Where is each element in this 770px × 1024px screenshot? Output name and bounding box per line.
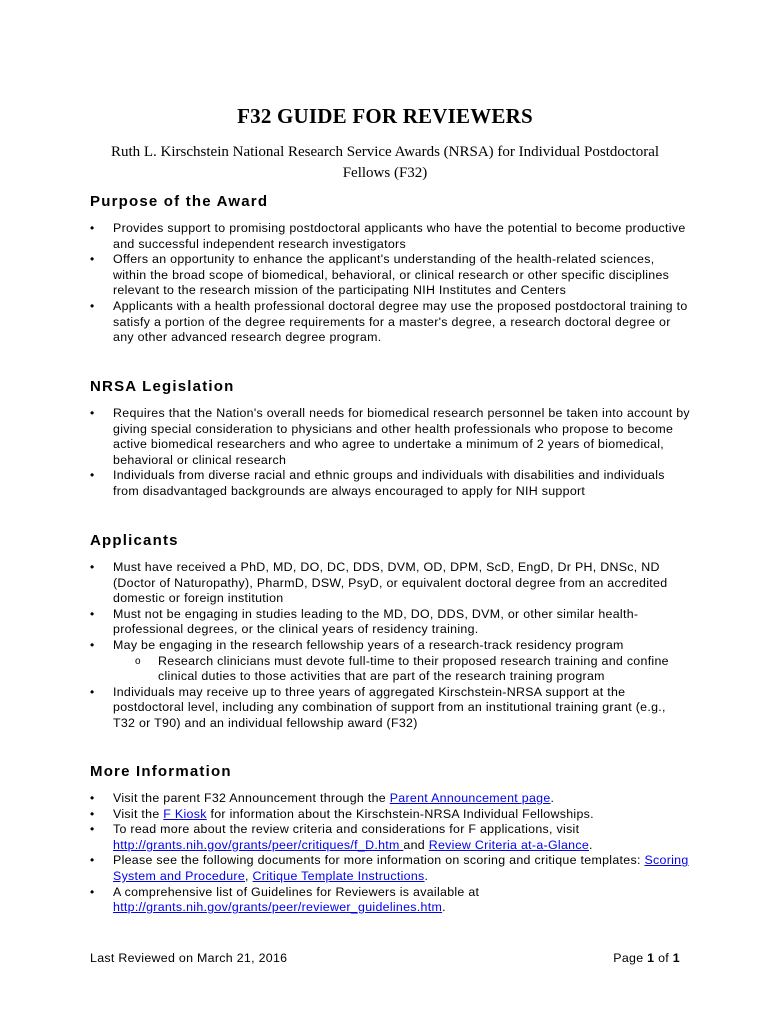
list-item: • Provides support to promising postdoctoral applicants who have the potential to become productive and successful independent research investigators [90, 221, 690, 252]
list-item: • Offers an opportunity to enhance the applicant's understanding of the health-related sciences, within the broad scope of biomedical, behavioral, or clinical research or other specific disciplines relevant to the research mission of the participating NIH Institutes and Centers [90, 252, 690, 299]
section-applicants [90, 531, 690, 732]
critique-template-link[interactable]: Critique Template Instructions [252, 868, 425, 883]
item-text: for information about the Kirschstein-NRSA Individual Fellowships. [206, 806, 594, 821]
item-text: Please see the following documents for more information on scoring and critique templates: [113, 853, 645, 868]
item-text: and [403, 837, 429, 852]
scoring-system-link[interactable]: Scoring System and Procedure [113, 853, 689, 883]
list-item: • Individuals from diverse racial and ethnic groups and individuals with disabilities and individuals from disadvantaged backgrounds are always encouraged to apply for NIH support [90, 468, 690, 499]
parent-announcement-link[interactable]: Parent Announcement page [389, 791, 551, 805]
list-item: • Individuals may receive up to three years of aggregated Kirschstein-NRSA support at the postdoctoral level, including any combination of support from an institutional training grant (e.g., T32 or T90) and an individual fellowship award (F32) [90, 685, 690, 732]
more-information-list [90, 791, 690, 916]
list-item [90, 822, 690, 853]
list-item [90, 807, 690, 823]
legislation-list [90, 406, 690, 500]
list-item: • Requires that the Nation's overall needs for biomedical research personnel be taken into account by giving special consideration to physicians and other health professionals who propose to become active biomedical researchers and who agree to undertake a minimum of 2 years of biomedical, behavioral or clinical research [90, 406, 690, 468]
item-text: . [550, 791, 555, 805]
item-text: . [589, 837, 593, 852]
of-label: of [654, 951, 673, 965]
section-heading-more-information: More Information [90, 763, 232, 780]
page-label: Page [613, 951, 648, 965]
review-criteria-link[interactable]: Review Criteria at-a-Glance [428, 837, 590, 852]
list-item [90, 638, 690, 685]
list-item [90, 791, 690, 807]
item-text: , [245, 868, 253, 883]
item-text: . [424, 868, 429, 883]
list-item [90, 885, 690, 916]
item-text: . [442, 900, 446, 915]
section-purpose [90, 192, 690, 346]
section-heading-purpose: Purpose of the Award [90, 193, 269, 210]
list-item [90, 853, 690, 884]
page-number [613, 951, 680, 965]
section-legislation [90, 377, 690, 500]
item-text: A comprehensive list of Guidelines for Reviewers is available at [113, 884, 480, 899]
document-title: F32 GUIDE FOR REVIEWERS [237, 104, 533, 128]
section-heading-applicants: Applicants [90, 532, 179, 549]
critiques-url-link[interactable]: http://grants.nih.gov/grants/peer/critiques/f_D.htm [113, 837, 404, 852]
total-pages: 1 [672, 951, 680, 965]
last-reviewed-date: Last Reviewed on March 21, 2016 [90, 951, 288, 965]
list-item: • Must have received a PhD, MD, DO, DC, DDS, DVM, OD, DPM, ScD, EngD, Dr PH, DNSc, ND (Doctor of Naturopathy), PharmD, DSW, PsyD, or equivalent doctoral degree from an accredited domestic or foreign institution [90, 560, 690, 607]
document-subtitle: Ruth L. Kirschstein National Research Service Awards (NRSA) for Individual Postdoctoral Fellows (F32) [110, 144, 660, 181]
applicants-list [90, 560, 690, 732]
item-text: To read more about the review criteria and considerations for F applications, visit [113, 822, 580, 837]
section-more-information [90, 762, 690, 916]
item-text: Visit the parent F32 Announcement through the [113, 791, 390, 805]
section-heading-legislation: NRSA Legislation [90, 378, 235, 395]
current-page: 1 [647, 951, 655, 965]
f-kiosk-link[interactable]: F Kiosk [163, 806, 207, 821]
purpose-list [90, 221, 690, 346]
list-item-text: May be engaging in the research fellowship years of a research-track residency program [113, 637, 624, 652]
list-item: • Applicants with a health professional doctoral degree may use the proposed postdoctoral training to satisfy a portion of the degree requirements for a master's degree, a research doctoral degree or any other advanced research degree program. [90, 299, 690, 346]
list-item: • Must not be engaging in studies leading to the MD, DO, DDS, DVM, or other similar health-professional degrees, or the clinical years of residency training. [90, 607, 690, 638]
item-text: Visit the [113, 806, 164, 821]
sub-list-item: o Research clinicians must devote full-time to their proposed research training and confine clinical duties to those activities that are part of the research training program [113, 654, 690, 685]
reviewer-guidelines-link[interactable]: http://grants.nih.gov/grants/peer/reviewer_guidelines.htm [113, 900, 443, 915]
applicants-sublist [113, 654, 690, 685]
